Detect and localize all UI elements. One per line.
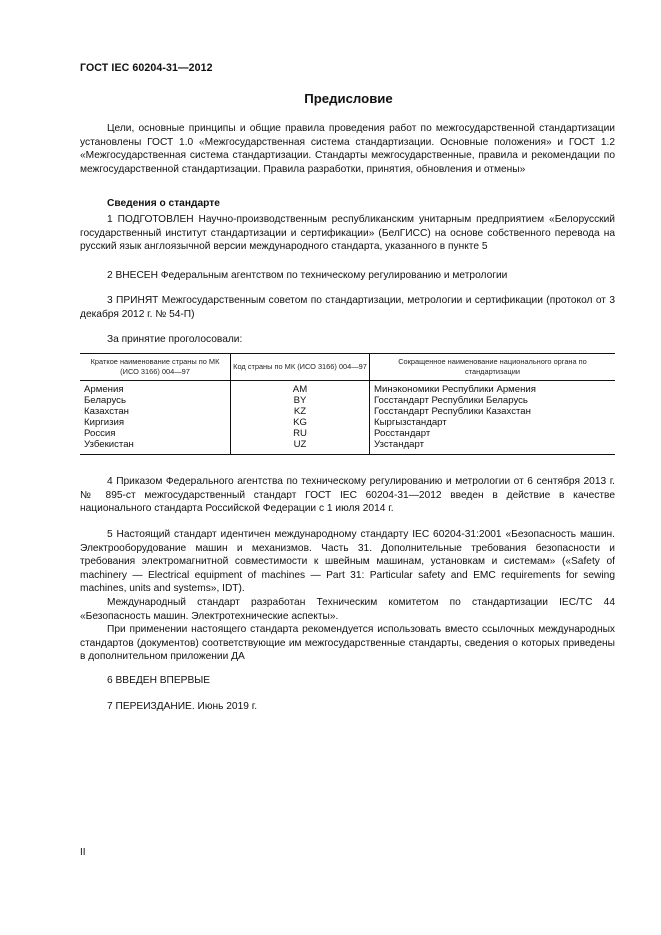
code-cell: KZ — [231, 407, 370, 418]
item-7-block — [80, 700, 615, 714]
item-4-block — [80, 475, 615, 516]
table-row — [80, 429, 615, 440]
item-2-paragraph: 2 ВНЕСЕН Федеральным агентством по техническому регулированию и метрологии — [107, 270, 508, 281]
intro-paragraph: Цели, основные принципы и общие правила проведения работ по межгосударственной стандартизации установлены ГОСТ 1.0 «Межгосударственная система стандартизации. Основные положения» и ГОСТ 1.2 «Межгосударственная система стандартизации. Стандарты межгосударственные, правила и рекомендации по межгосударственной стандартизации. Правила разработки, принятия, обновления и отмены» — [80, 123, 615, 175]
code-cell: RU — [231, 429, 370, 440]
country-cell: Казахстан — [84, 406, 129, 418]
body-cell: Госстандарт Республики Казахстан — [370, 407, 616, 418]
table-row — [80, 381, 615, 397]
agreement-table — [80, 353, 615, 455]
item-5-block — [80, 528, 615, 664]
body-cell: Госстандарт Республики Беларусь — [370, 396, 616, 407]
table-header-row — [80, 354, 615, 381]
item-6-block — [80, 674, 615, 688]
page-number: II — [80, 847, 86, 858]
item-2-block — [80, 269, 615, 283]
country-cell: Армения — [84, 384, 124, 396]
table-row — [80, 396, 615, 407]
item-4-paragraph: 4 Приказом Федерального агентства по техническому регулированию и метрологии от 6 сентября 2013 г. № 895-ст межгосударственный стандарт ГОСТ IEC 60204-31—2012 введен в действие в качестве национального стандарта Российской Федерации с 1 июля 2014 г. — [80, 476, 615, 515]
item-1-paragraph: 1 ПОДГОТОВЛЕН Научно-производственным республиканским унитарным предприятием «Белорусский государственный институт стандартизации и сертификации» (БелГИСС) на основе собственного перевода на русский язык англоязычной версии международного стандарта, указанного в пункте 5 — [80, 214, 615, 253]
standard-info-heading: Сведения о стандарте — [107, 198, 220, 209]
table-row — [80, 440, 615, 455]
item-5-paragraph-2: Международный стандарт разработан Техническим комитетом по стандартизации IEC/TC 44 «Безопасность машин. Электротехнические аспекты». — [80, 596, 615, 622]
page-title-text: Предисловие — [304, 91, 393, 106]
item-3-block — [80, 294, 615, 321]
intro-paragraph-block — [80, 122, 615, 176]
table-row — [80, 407, 615, 418]
country-cell: Киргизия — [84, 417, 125, 429]
voted-label: За принятие проголосовали: — [107, 334, 243, 345]
country-cell: Россия — [84, 428, 116, 440]
code-cell: BY — [231, 396, 370, 407]
item-1-block — [80, 213, 615, 254]
item-5-paragraph-1: 5 Настоящий стандарт идентичен международному стандарту IEC 60204-31:2001 «Безопасность машин. Электрооборудование машин и механизмов. Часть 31. Дополнительные требования безопасности и требования электромагнитной совместимости к швейным машинам, установкам и системам» («Safety of machinery — Electrical equipment of machines — Part 31: Particular safety and EMC requirements for sewing machines, units and systems», IDT). — [80, 529, 615, 595]
document-code-header: ГОСТ IEC 60204-31—2012 — [80, 62, 213, 74]
header-country-code: Код страны по МК (ИСО 3166) 004—97 — [231, 354, 370, 381]
country-cell: Узбекистан — [80, 440, 231, 455]
voted-label-block — [80, 333, 615, 347]
item-6-paragraph: 6 ВВЕДЕН ВПЕРВЫЕ — [107, 675, 211, 686]
code-cell: KG — [231, 418, 370, 429]
header-national-body: Сокращенное наименование национального органа по стандартизации — [370, 354, 616, 381]
code-cell: UZ — [231, 440, 370, 455]
body-cell: Росстандарт — [370, 429, 616, 440]
header-country-name: Краткое наименование страны по МК (ИСО 3166) 004—97 — [80, 354, 231, 381]
page-title — [0, 92, 661, 106]
item-7-paragraph: 7 ПЕРЕИЗДАНИЕ. Июнь 2019 г. — [107, 701, 258, 712]
item-3-paragraph: 3 ПРИНЯТ Межгосударственным советом по стандартизации, метрологии и сертификации (протокол от 3 декабря 2012 г. № 54-П) — [80, 295, 615, 320]
item-5-paragraph-3: При применении настоящего стандарта рекомендуется использовать вместо ссылочных международных стандартов (документов) соответствующие им межгосударственные стандарты, сведения о которых приведены в дополнительном приложении ДА — [80, 624, 615, 663]
body-cell: Узстандарт — [370, 440, 616, 455]
code-cell: AM — [231, 381, 370, 397]
body-cell: Кыргызстандарт — [370, 418, 616, 429]
body-cell: Минэкономики Республики Армения — [370, 381, 616, 397]
table-row — [80, 418, 615, 429]
country-cell: Беларусь — [84, 395, 126, 407]
